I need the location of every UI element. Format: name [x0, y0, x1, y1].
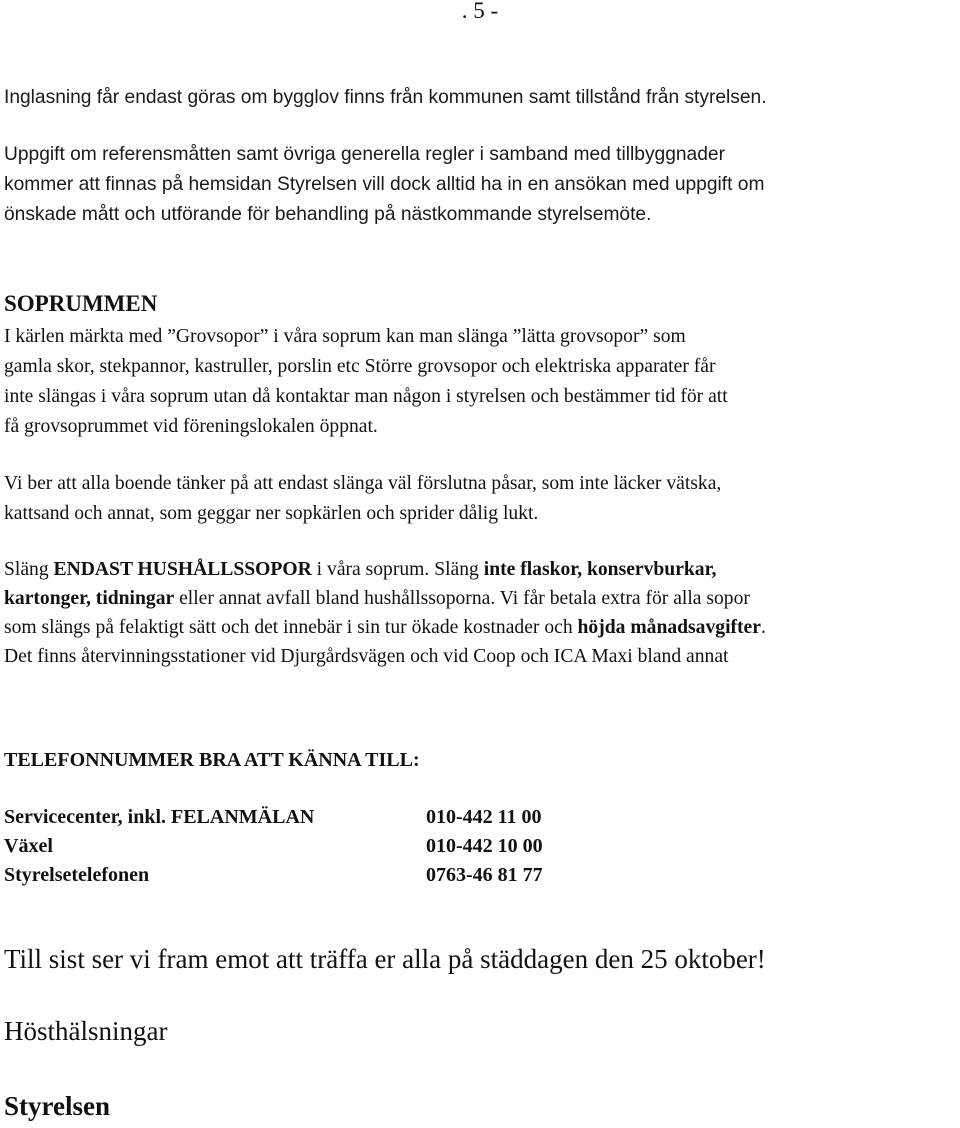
contact-number: 0763-46 81 77: [426, 864, 543, 886]
soprummen-heading: SOPRUMMEN: [4, 291, 158, 316]
sealed-bags-paragraph-line: Vi ber att alla boende tänker på att endast slänga väl förslutna påsar, som inte läcker vätska,: [4, 473, 722, 494]
contact-number: 010-442 10 00: [426, 835, 543, 857]
recycling-stations-line: Det finns återvinningsstationer vid Djurgårdsvägen och vid Coop och ICA Maxi bland annat: [4, 646, 729, 667]
greeting: Hösthälsningar: [4, 1016, 168, 1046]
household-waste-line: [4, 588, 750, 610]
closing-message: Till sist ser vi fram emot att träffa er alla på städdagen den 25 oktober!: [4, 944, 766, 974]
text-run: eller annat avfall bland hushållssoporna. Vi får betala extra för alla sopor: [174, 588, 750, 609]
signature: Styrelsen: [4, 1091, 110, 1121]
bold-text-run: inte flaskor, konservburkar,: [483, 559, 717, 580]
bulky-waste-paragraph-line: få grovsoprummet vid föreningslokalen öppnat.: [4, 416, 378, 437]
text-run: som slängs på felaktigt sätt och det innebär i sin tur ökade kostnader och: [4, 617, 578, 638]
contact-name: Växel: [4, 835, 53, 857]
text-run: .: [760, 617, 766, 638]
bold-text-run: höjda månadsavgifter: [577, 617, 761, 638]
bulky-waste-paragraph-line: gamla skor, stekpannor, kastruller, porslin etc Större grovsopor och elektriska apparater får: [4, 356, 716, 377]
reference-paragraph-line: önskade mått och utförande för behandling på nästkommande styrelsemöte.: [4, 204, 652, 225]
contact-name: Styrelsetelefonen: [4, 864, 150, 886]
sealed-bags-paragraph-line: kattsand och annat, som geggar ner sopkärlen och sprider dålig lukt.: [4, 503, 539, 524]
household-waste-line: [4, 559, 716, 581]
text-run: i våra soprum. Släng: [311, 559, 484, 580]
bold-text-run: kartonger, tidningar: [4, 588, 175, 609]
bulky-waste-paragraph-line: I kärlen märkta med ”Grovsopor” i våra soprum kan man slänga ”lätta grovsopor” som: [4, 326, 686, 347]
household-waste-line: [4, 617, 766, 639]
contact-name: Servicecenter, inkl. FELANMÄLAN: [4, 806, 315, 828]
reference-paragraph-line: Uppgift om referensmåtten samt övriga generella regler i samband med tillbyggnader: [4, 144, 725, 165]
text-run: Släng: [4, 559, 54, 580]
bold-text-run: ENDAST HUSHÅLLSSOPOR: [53, 559, 312, 580]
reference-paragraph-line: kommer att finnas på hemsidan Styrelsen vill dock alltid ha in en ansökan med uppgift om: [4, 174, 765, 195]
page-number: . 5 -: [461, 0, 499, 23]
glazing-paragraph: Inglasning får endast göras om bygglov finns från kommunen samt tillstånd från styrelsen.: [4, 87, 767, 108]
contact-number: 010-442 11 00: [426, 806, 542, 828]
bulky-waste-paragraph-line: inte slängas i våra soprum utan då kontaktar man någon i styrelsen och bestämmer tid för att: [4, 386, 728, 407]
phone-numbers-heading: TELEFONNUMMER BRA ATT KÄNNA TILL:: [4, 749, 420, 771]
